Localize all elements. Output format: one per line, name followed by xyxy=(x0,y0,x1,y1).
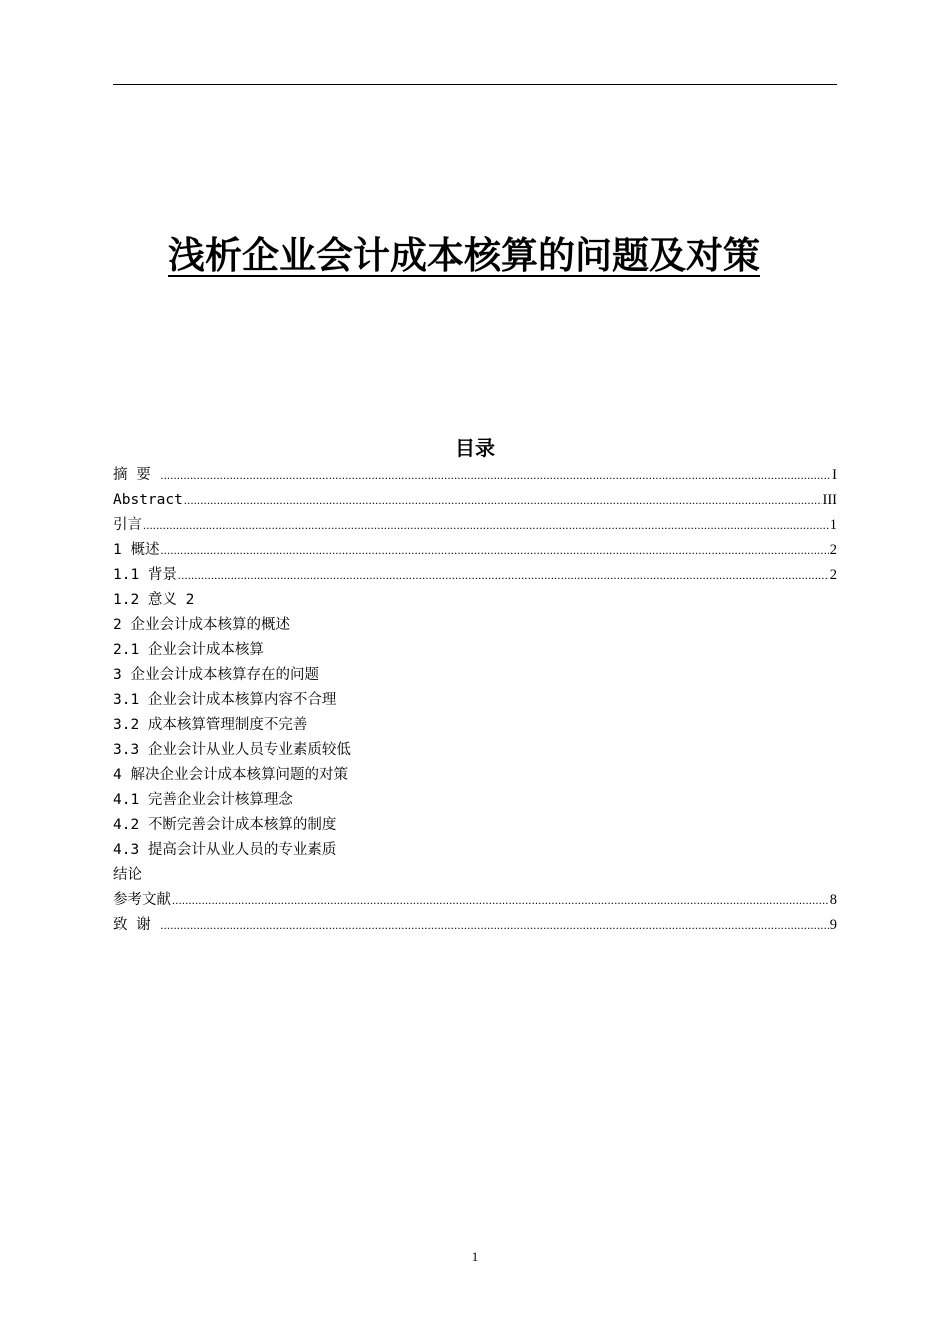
toc-entry-label: 3.1 企业会计成本核算内容不合理 xyxy=(113,692,337,708)
toc-entry-label: 3 企业会计成本核算存在的问题 xyxy=(113,667,319,683)
header-rule xyxy=(113,84,837,85)
toc-entry-label: 4.3 提高会计从业人员的专业素质 xyxy=(113,842,337,858)
toc-entry-label: 摘要 xyxy=(113,467,160,483)
toc-entry-page: 2 xyxy=(829,542,837,558)
toc-leader-dots xyxy=(160,538,828,563)
toc-entry-page: 9 xyxy=(829,917,837,933)
toc-entry-2-1[interactable] xyxy=(113,638,837,663)
toc-entry-references[interactable] xyxy=(113,888,837,913)
toc-entry-conclusion[interactable] xyxy=(113,863,837,888)
table-of-contents xyxy=(113,463,837,938)
document-title: 浅析企业会计成本核算的问题及对策 xyxy=(168,234,760,277)
toc-leader-dots xyxy=(178,563,829,588)
toc-entry-page: 8 xyxy=(829,892,837,908)
page-number: 1 xyxy=(471,1249,479,1264)
toc-leader-dots xyxy=(160,913,828,938)
toc-entry-page: 1 xyxy=(829,517,837,533)
toc-entry-2[interactable] xyxy=(113,613,837,638)
toc-leader-dots xyxy=(160,463,831,488)
toc-entry-label: 1.2 意义 2 xyxy=(113,592,195,608)
toc-entry-label: 参考文献 xyxy=(113,892,171,908)
toc-entry-acknowledgements[interactable] xyxy=(113,913,837,938)
toc-entry-page: 2 xyxy=(829,567,837,583)
toc-entry-label: 4 解决企业会计成本核算问题的对策 xyxy=(113,767,348,783)
toc-entry-label: 4.1 完善企业会计核算理念 xyxy=(113,792,293,808)
toc-entry-page: I xyxy=(832,467,837,483)
toc-entry-label: 结论 xyxy=(113,867,142,883)
toc-leader-dots xyxy=(184,488,822,513)
toc-entry-3-2[interactable] xyxy=(113,713,837,738)
toc-entry-label: Abstract xyxy=(113,492,183,508)
toc-entry-3-3[interactable] xyxy=(113,738,837,763)
toc-leader-dots xyxy=(143,513,829,538)
toc-entry-label: 3.3 企业会计从业人员专业素质较低 xyxy=(113,742,351,758)
toc-entry-introduction[interactable] xyxy=(113,513,837,538)
toc-entry-1-1[interactable] xyxy=(113,563,837,588)
toc-entry-1[interactable] xyxy=(113,538,837,563)
toc-entry-label: 3.2 成本核算管理制度不完善 xyxy=(113,717,308,733)
toc-entry-label: 2 企业会计成本核算的概述 xyxy=(113,617,290,633)
toc-entry-label: 2.1 企业会计成本核算 xyxy=(113,642,264,658)
toc-entry-label: 1.1 背景 xyxy=(113,567,177,583)
toc-entry-label: 1 概述 xyxy=(113,542,160,558)
toc-leader-dots xyxy=(172,888,829,913)
toc-entry-4-1[interactable] xyxy=(113,788,837,813)
toc-entry-abstract-cn[interactable] xyxy=(113,463,837,488)
toc-entry-4-2[interactable] xyxy=(113,813,837,838)
toc-heading: 目录 xyxy=(455,436,495,460)
toc-entry-label: 致谢 xyxy=(113,917,160,933)
toc-entry-3-1[interactable] xyxy=(113,688,837,713)
toc-entry-abstract-en[interactable] xyxy=(113,488,837,513)
toc-entry-1-2[interactable] xyxy=(113,588,837,613)
toc-entry-4[interactable] xyxy=(113,763,837,788)
toc-entry-label: 4.2 不断完善会计成本核算的制度 xyxy=(113,817,337,833)
toc-entry-3[interactable] xyxy=(113,663,837,688)
toc-entry-page: III xyxy=(822,492,837,508)
toc-entry-4-3[interactable] xyxy=(113,838,837,863)
toc-entry-label: 引言 xyxy=(113,517,142,533)
